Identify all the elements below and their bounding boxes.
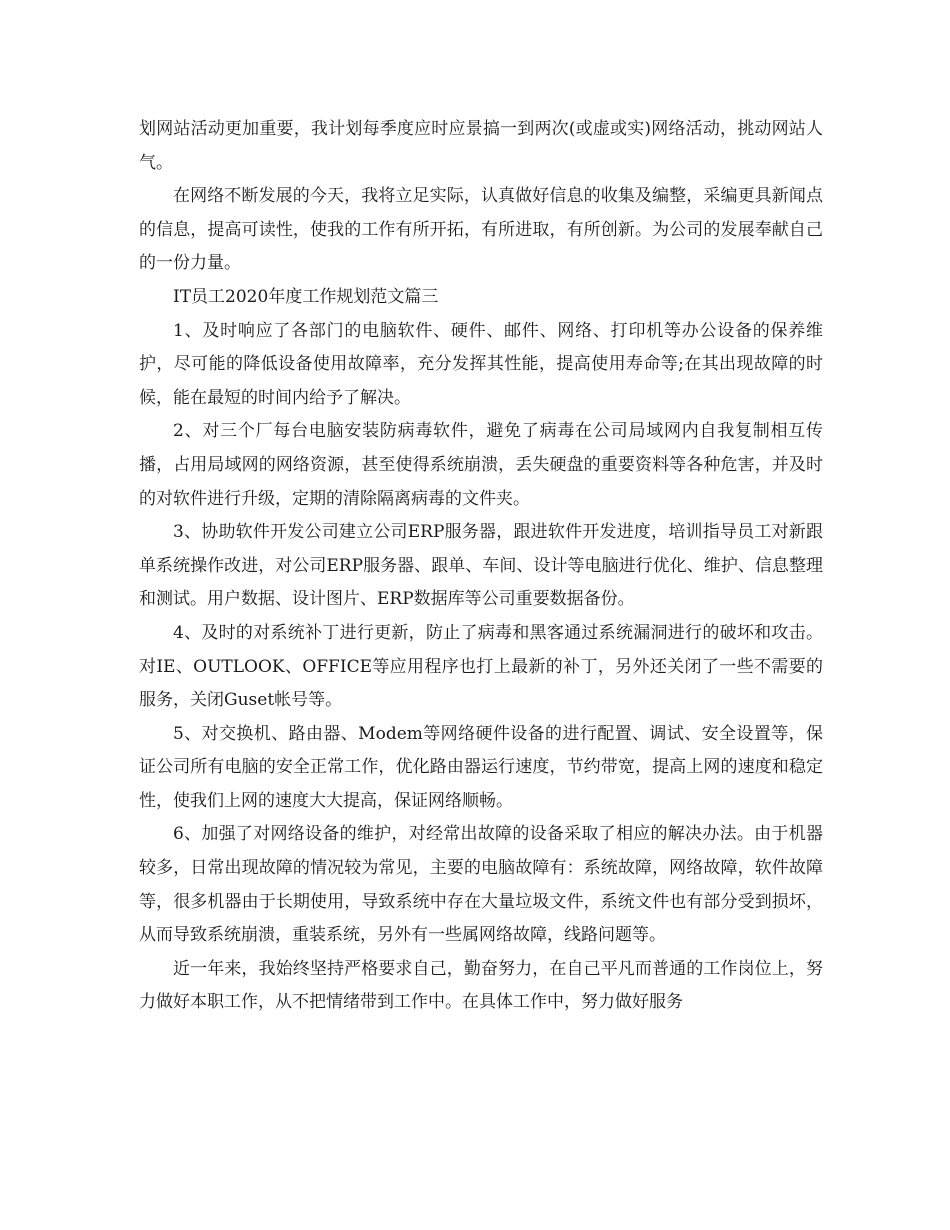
paragraph-item-3: 3、协助软件开发公司建立公司ERP服务器，跟进软件开发进度，培训指导员工对新跟单系统操作改进，对公司ERP服务器、跟单、车间、设计等电脑进行优化、维护、信息整理和测试。用户数据、设计图片、ERP数据库等公司重要数据备份。 bbox=[139, 522, 823, 610]
paragraph-item-1: 1、及时响应了各部门的电脑软件、硬件、邮件、网络、打印机等办公设备的保养维护，尽可能的降低设备使用故障率，充分发挥其性能，提高使用寿命等;在其出现故障的时候，能在最短的时间内给予了解决。 bbox=[139, 320, 823, 408]
paragraph-summary: 近一年来，我始终坚持严格要求自己，勤奋努力，在自己平凡而普通的工作岗位上，努力做好本职工作，从不把情绪带到工作中。在具体工作中，努力做好服务 bbox=[139, 958, 823, 1013]
paragraph-continuation: 划网站活动更加重要，我计划每季度应时应景搞一到两次(或虚或实)网络活动，挑动网站人气。 bbox=[139, 119, 823, 173]
paragraph-item-5: 5、对交换机、路由器、Modem等网络硬件设备的进行配置、调试、安全设置等，保证公司所有电脑的安全正常工作，优化路由器运行速度，节约带宽，提高上网的速度和稳定性，使我们上网的速度大大提高，保证网络顺畅。 bbox=[139, 723, 823, 811]
document-page bbox=[139, 113, 823, 1020]
paragraph-item-2: 2、对三个厂每台电脑安装防病毒软件，避免了病毒在公司局域网内自我复制相互传播，占用局域网的网络资源，甚至使得系统崩溃，丢失硬盘的重要资料等各种危害，并及时的对软件进行升级，定期的清除隔离病毒的文件夹。 bbox=[139, 421, 823, 509]
paragraph-item-4: 4、及时的对系统补丁进行更新，防止了病毒和黑客通过系统漏洞进行的破坏和攻击。对IE、OUTLOOK、OFFICE等应用程序也打上最新的补丁，另外还关闭了一些不需要的服务，关闭Guset帐号等。 bbox=[139, 622, 823, 711]
section-heading: IT员工2020年度工作规划范文篇三 bbox=[173, 286, 439, 307]
paragraph-item-6: 6、加强了对网络设备的维护，对经常出故障的设备采取了相应的解决办法。由于机器较多，日常出现故障的情况较为常见，主要的电脑故障有：系统故障，网络故障，软件故障等，很多机器由于长期使用，导致系统中存在大量垃圾文件，系统文件也有部分受到损坏，从而导致系统崩溃，重装系统，另外有一些属网络故障，线路问题等。 bbox=[139, 824, 823, 946]
paragraph-development: 在网络不断发展的今天，我将立足实际，认真做好信息的收集及编整，采编更具新闻点的信息，提高可读性，使我的工作有所开拓，有所进取，有所创新。为公司的发展奉献自己的一份力量。 bbox=[139, 186, 823, 274]
